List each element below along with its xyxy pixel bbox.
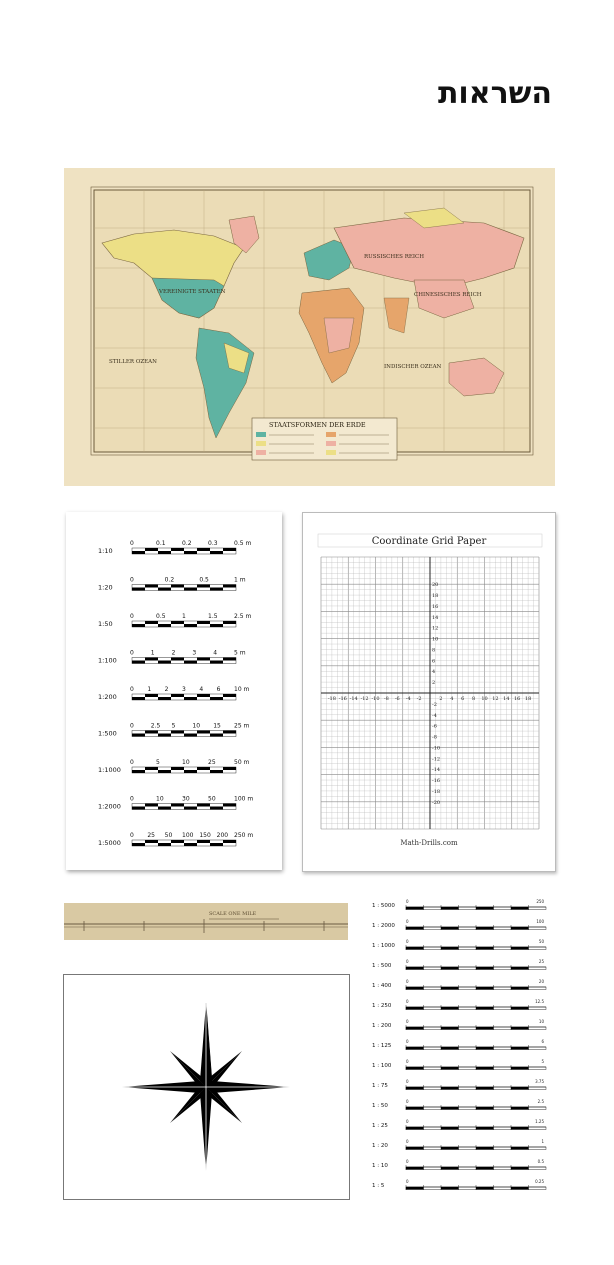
scale-list-segment: [511, 987, 529, 990]
x-tick-label: -4: [405, 696, 411, 702]
scale-segment: [223, 731, 236, 734]
scale-list-segment: [476, 1187, 494, 1190]
scale-list-segment: [406, 967, 424, 970]
scale-segment: [145, 585, 158, 588]
ruler-caption: SCALE ONE MILE: [209, 911, 257, 917]
map-label-russia: RUSSISCHES REICH: [364, 254, 425, 260]
scale-tick-label: 10: [192, 722, 201, 730]
scale-list-segment: [476, 1087, 494, 1090]
scale-ratio-label: 1:500: [98, 729, 117, 738]
scale-list-zero: 0: [406, 1159, 409, 1164]
scale-tick-label: 2.5: [150, 722, 161, 730]
scale-list-segment: [406, 1147, 424, 1150]
scale-list-end: 50: [538, 939, 544, 944]
y-tick-label: -12: [432, 756, 441, 763]
scale-segment: [184, 770, 197, 773]
scale-list-segment: [511, 967, 529, 970]
compass-rose-frame: [63, 974, 350, 1200]
scale-tick-label: 0: [130, 576, 134, 584]
scale-segment: [171, 548, 184, 551]
scale-tick-label: 0.5: [199, 576, 209, 584]
scale-segment: [171, 840, 184, 843]
scale-list-zero: 0: [406, 1019, 409, 1024]
scale-segment: [171, 585, 184, 588]
scale-tick-label: 4: [199, 686, 204, 693]
scale-segment: [158, 624, 171, 627]
x-tick-label: 6: [461, 696, 465, 702]
scale-tick-label: 200: [216, 832, 229, 839]
scale-list-segment: [476, 967, 494, 970]
x-tick-label: -14: [349, 696, 358, 702]
scale-tick-label: 4: [213, 649, 218, 657]
scale-list-segment: [476, 1127, 494, 1130]
scale-list-segment: [406, 1167, 424, 1170]
scale-segment: [145, 548, 158, 551]
scale-list-zero: 0: [406, 1099, 409, 1104]
scale-list-end: 100: [536, 919, 544, 924]
scale-list-segment: [441, 1147, 459, 1150]
scale-list-ratio: 1 : 100: [372, 1063, 392, 1069]
map-label-pacific: STILLER OZEAN: [109, 359, 157, 365]
scale-list-segment: [476, 927, 494, 930]
scale-list-zero: 0: [406, 999, 409, 1004]
scale-segment: [145, 731, 158, 734]
scale-list-segment: [511, 1127, 529, 1130]
scale-list-segment: [441, 967, 459, 970]
scale-list-segment: [406, 1107, 424, 1110]
scale-tick-label: 5: [156, 759, 160, 766]
scale-list-segment: [406, 927, 424, 930]
scale-list-segment: [441, 1027, 459, 1030]
scale-list-ratio: 1 : 25: [372, 1123, 388, 1129]
y-tick-label: -2: [432, 701, 437, 708]
scale-tick-label: 50: [208, 795, 216, 803]
scale-segment: [158, 588, 171, 591]
scale-list-ratio: 1 : 10: [372, 1163, 388, 1169]
scale-list-ratio: 1 : 1000: [372, 943, 395, 949]
scale-list-end: 5: [541, 1059, 544, 1064]
x-tick-label: -16: [338, 696, 347, 702]
scale-segment: [210, 624, 223, 627]
scale-list-ratio: 1 : 500: [372, 963, 392, 969]
scale-segment: [184, 734, 197, 737]
y-tick-label: 16: [432, 603, 439, 610]
y-tick-label: 6: [432, 658, 436, 665]
scale-list-segment: [511, 947, 529, 950]
grid-title: Coordinate Grid Paper: [371, 536, 487, 547]
scale-list-end: 6: [541, 1039, 544, 1044]
scale-ratio-label: 1:2000: [98, 802, 121, 811]
y-tick-label: -6: [432, 723, 437, 730]
scale-segment: [184, 551, 197, 554]
scale-segment: [184, 624, 197, 627]
scale-segment: [210, 661, 223, 664]
scale-tick-label: 0: [130, 649, 134, 657]
page-title: השראות: [437, 76, 552, 111]
scale-tick-label: 0: [130, 795, 134, 803]
scale-segment: [197, 694, 210, 697]
map-label-usa: VEREINIGTE STAATEN: [159, 289, 226, 295]
scale-tick-label: 5: [171, 722, 176, 730]
y-tick-label: -10: [432, 745, 441, 752]
scale-segment: [223, 767, 236, 770]
scale-list-ratio: 1 : 400: [372, 983, 392, 989]
coordinate-grid-drawing: [303, 513, 555, 871]
scale-list-segment: [476, 1027, 494, 1030]
scale-list-zero: 0: [406, 1039, 409, 1044]
scale-segment: [132, 697, 145, 700]
scale-list-end: 12.5: [535, 999, 544, 1004]
scale-list-ratio: 1 : 50: [372, 1103, 388, 1109]
scale-list-segment: [511, 1107, 529, 1110]
scale-segment: [223, 804, 236, 807]
scale-tick-label: 3: [192, 649, 197, 657]
scale-list-zero: 0: [406, 1119, 409, 1124]
scale-list-segment: [511, 1067, 529, 1070]
x-tick-label: 18: [524, 696, 532, 702]
scale-list-segment: [441, 1087, 459, 1090]
y-tick-label: 14: [432, 614, 439, 621]
scale-list-segment: [441, 1107, 459, 1110]
scale-list-segment: [511, 1087, 529, 1090]
scale-list-end: 3.75: [535, 1079, 544, 1084]
scale-tick-label: 1 m: [234, 576, 246, 584]
y-tick-label: -14: [432, 767, 441, 774]
scale-tick-label: 1: [150, 649, 155, 657]
scale-segment: [132, 734, 145, 737]
scale-segment: [132, 551, 145, 554]
scale-list-segment: [441, 1127, 459, 1130]
x-tick-label: 8: [472, 696, 476, 702]
y-tick-label: -16: [432, 778, 441, 785]
scale-segment: [132, 807, 145, 810]
scale-list-segment: [441, 1167, 459, 1170]
scale-segment: [210, 770, 223, 773]
scale-tick-label: 0: [130, 540, 134, 547]
y-tick-label: 2: [432, 680, 436, 687]
scale-segment: [171, 658, 184, 661]
grid-footer: Math-Drills.com: [400, 839, 458, 847]
scale-segment: [132, 624, 145, 627]
scale-tick-label: 50: [164, 832, 173, 839]
scale-tick-label: 250 m: [234, 832, 254, 839]
scale-segment: [223, 621, 236, 624]
coordinate-grid-card: [302, 512, 556, 872]
scale-segment: [158, 807, 171, 810]
scale-list-segment: [441, 927, 459, 930]
scale-segment: [210, 697, 223, 700]
scale-list-zero: 0: [406, 959, 409, 964]
x-tick-label: 10: [481, 696, 488, 702]
scale-list-zero: 0: [406, 899, 409, 904]
scale-tick-label: 0.2: [182, 540, 192, 547]
scale-tick-label: 0: [130, 832, 134, 839]
scale-segment: [197, 804, 210, 807]
scale-list-ratio: 1 : 250: [372, 1003, 392, 1009]
scale-list-segment: [476, 947, 494, 950]
scale-tick-label: 2.5 m: [234, 613, 252, 620]
scale-tick-label: 10: [182, 759, 190, 766]
x-tick-label: 12: [492, 696, 499, 702]
scale-bars-drawing: [66, 512, 282, 870]
scale-list-segment: [476, 1007, 494, 1010]
scale-list-zero: 0: [406, 1079, 409, 1084]
scale-tick-label: 0.2: [164, 576, 175, 584]
x-tick-label: 14: [503, 696, 510, 702]
scale-segment: [184, 807, 197, 810]
scale-tick-label: 0: [130, 613, 134, 620]
scale-tick-label: 10 m: [234, 686, 250, 693]
scale-segment: [197, 585, 210, 588]
x-tick-label: 4: [450, 696, 454, 702]
scale-list-drawing: [368, 894, 552, 1200]
scale-tick-label: 100 m: [234, 795, 254, 803]
scale-tick-label: 6: [216, 686, 221, 693]
scale-list-segment: [406, 1047, 424, 1050]
scale-segment: [210, 734, 223, 737]
scale-list-end: 0.25: [535, 1179, 544, 1184]
scale-list-segment: [406, 1127, 424, 1130]
scale-list-segment: [511, 1187, 529, 1190]
scale-list-end: 2.5: [537, 1099, 544, 1104]
scale-segment: [171, 621, 184, 624]
scale-tick-label: 0.3: [208, 540, 218, 547]
scale-list-end: 10: [538, 1019, 544, 1024]
scale-list-segment: [441, 947, 459, 950]
scale-segment: [197, 840, 210, 843]
scale-list-zero: 0: [406, 1139, 409, 1144]
scale-segment: [223, 585, 236, 588]
y-tick-label: 10: [432, 636, 439, 643]
scale-segment: [132, 588, 145, 591]
scale-list-segment: [511, 1007, 529, 1010]
scale-tick-label: 0: [130, 759, 134, 766]
scale-segment: [145, 694, 158, 697]
scale-list-segment: [406, 1187, 424, 1190]
scale-list-segment: [476, 1147, 494, 1150]
scale-segment: [145, 621, 158, 624]
scale-list-end: 1.25: [535, 1119, 544, 1124]
scale-segment: [158, 661, 171, 664]
scale-tick-label: 100: [182, 832, 194, 839]
map-legend-title: STAATSFORMEN DER ERDE: [269, 421, 366, 429]
scale-list-segment: [476, 907, 494, 910]
scale-segment: [210, 843, 223, 846]
scale-list-segment: [406, 1027, 424, 1030]
scale-list-ratio: 1 : 20: [372, 1143, 388, 1149]
antique-scale-strip: [64, 903, 348, 940]
world-map-drawing: [64, 168, 555, 486]
scale-list-segment: [476, 1167, 494, 1170]
scale-segment: [132, 661, 145, 664]
scale-segment: [223, 694, 236, 697]
scale-ratio-label: 1:50: [98, 620, 113, 628]
scale-segment: [171, 767, 184, 770]
scale-tick-label: 5 m: [234, 649, 246, 657]
scale-ratio-label: 1:200: [98, 693, 117, 701]
scale-segment: [210, 551, 223, 554]
scale-list-segment: [441, 1187, 459, 1190]
x-tick-label: -12: [360, 696, 369, 702]
scale-list-segment: [511, 927, 529, 930]
scale-list-segment: [476, 1107, 494, 1110]
scale-tick-label: 150: [199, 832, 211, 839]
scale-list-ratio: 1 : 75: [372, 1083, 388, 1089]
scale-list-segment: [406, 1087, 424, 1090]
scale-list-segment: [406, 907, 424, 910]
scale-list-zero: 0: [406, 919, 409, 924]
scale-segment: [145, 840, 158, 843]
scale-list-segment: [476, 1047, 494, 1050]
scale-segment: [158, 843, 171, 846]
scale-list-ratio: 1 : 5: [372, 1183, 385, 1189]
scale-list-end: 0.5: [537, 1159, 544, 1164]
scale-segment: [158, 734, 171, 737]
scale-tick-label: 25: [147, 832, 155, 839]
scale-list-segment: [441, 1047, 459, 1050]
scale-tick-label: 0: [130, 722, 134, 730]
scale-list-segment: [476, 987, 494, 990]
scale-list-segment: [441, 1007, 459, 1010]
scale-segment: [184, 588, 197, 591]
scale-ratio-label: 1:100: [98, 656, 117, 665]
scale-list-segment: [441, 907, 459, 910]
scale-segment: [158, 770, 171, 773]
scale-ratio-label: 1:20: [98, 583, 113, 592]
x-tick-label: -18: [327, 696, 336, 702]
scale-segment: [171, 694, 184, 697]
y-tick-label: -8: [432, 734, 437, 741]
scale-list-end: 1: [541, 1139, 544, 1144]
scale-bars-card: [66, 512, 282, 870]
y-tick-label: 4: [432, 669, 436, 676]
scale-tick-label: 1.5: [208, 613, 218, 620]
scale-tick-label: 15: [213, 722, 221, 730]
scale-tick-label: 10: [156, 795, 164, 803]
scale-list-segment: [441, 987, 459, 990]
scale-tick-label: 0.5 m: [234, 540, 252, 547]
scale-list-segment: [511, 1167, 529, 1170]
y-tick-label: 12: [432, 625, 439, 632]
scale-list-end: 25: [538, 959, 544, 964]
scale-list-zero: 0: [406, 939, 409, 944]
scale-list-segment: [511, 1047, 529, 1050]
map-label-indian: INDISCHER OZEAN: [384, 364, 442, 370]
scale-segment: [184, 843, 197, 846]
scale-segment: [210, 807, 223, 810]
scale-list-zero: 0: [406, 1179, 409, 1184]
scale-tick-label: 0.1: [156, 540, 166, 547]
scale-segment: [223, 548, 236, 551]
scale-tick-label: 2: [171, 649, 176, 657]
scale-ratio-label: 1:10: [98, 547, 113, 555]
scale-segment: [158, 551, 171, 554]
scale-list-segment: [406, 987, 424, 990]
x-tick-label: -6: [394, 696, 400, 702]
scale-list-segment: [511, 907, 529, 910]
scale-tick-label: 3: [182, 686, 186, 693]
y-tick-label: 8: [432, 647, 436, 654]
x-tick-label: -10: [371, 696, 380, 702]
scale-segment: [223, 658, 236, 661]
y-tick-label: -20: [432, 799, 441, 806]
scale-tick-label: 1: [147, 686, 152, 693]
scale-segment: [171, 731, 184, 734]
scale-list-end: 250: [536, 899, 544, 904]
scale-list-segment: [406, 1067, 424, 1070]
scale-tick-label: 50 m: [234, 759, 250, 766]
scale-segment: [184, 661, 197, 664]
scale-tick-label: 30: [182, 795, 190, 803]
y-tick-label: 18: [432, 593, 439, 600]
scale-segment: [197, 731, 210, 734]
y-tick-label: 20: [432, 582, 439, 589]
scale-tick-label: 25: [208, 759, 216, 766]
scale-segment: [184, 697, 197, 700]
scale-list-segment: [511, 1027, 529, 1030]
scale-list-image: [368, 894, 552, 1200]
map-label-china: CHINESISCHES REICH: [414, 292, 482, 298]
scale-ratio-label: 1:5000: [98, 839, 121, 847]
scale-list-ratio: 1 : 2000: [372, 923, 395, 929]
scale-list-segment: [441, 1067, 459, 1070]
scale-tick-label: 25 m: [234, 722, 250, 730]
scale-segment: [197, 767, 210, 770]
scale-segment: [197, 658, 210, 661]
scale-list-zero: 0: [406, 979, 409, 984]
scale-segment: [158, 697, 171, 700]
scale-list-ratio: 1 : 125: [372, 1043, 392, 1049]
scale-tick-label: 1: [182, 613, 186, 620]
scale-list-segment: [511, 1147, 529, 1150]
scale-list-segment: [476, 1067, 494, 1070]
scale-segment: [223, 840, 236, 843]
scale-tick-label: 0.5: [156, 613, 166, 620]
x-tick-label: 16: [514, 696, 521, 702]
scale-tick-label: 0: [130, 686, 134, 693]
scale-segment: [210, 588, 223, 591]
scale-segment: [171, 804, 184, 807]
scale-segment: [132, 843, 145, 846]
scale-list-segment: [406, 947, 424, 950]
scale-segment: [197, 548, 210, 551]
scale-list-ratio: 1 : 200: [372, 1023, 392, 1029]
scale-list-segment: [406, 1007, 424, 1010]
compass-rose-icon: [64, 975, 349, 1199]
scale-segment: [145, 804, 158, 807]
scale-segment: [197, 621, 210, 624]
scale-list-zero: 0: [406, 1059, 409, 1064]
x-tick-label: -8: [383, 696, 389, 702]
x-tick-label: 2: [439, 696, 443, 702]
x-tick-label: -2: [416, 696, 422, 702]
antique-scale-drawing: [64, 903, 348, 940]
scale-segment: [145, 767, 158, 770]
y-tick-label: -18: [432, 788, 441, 795]
scale-ratio-label: 1:1000: [98, 766, 121, 774]
world-map-image: [64, 168, 555, 486]
scale-list-end: 20: [538, 979, 544, 984]
scale-list-ratio: 1 : 5000: [372, 903, 395, 909]
y-tick-label: -4: [432, 712, 437, 719]
scale-segment: [132, 770, 145, 773]
scale-tick-label: 2: [164, 686, 169, 693]
scale-segment: [145, 658, 158, 661]
